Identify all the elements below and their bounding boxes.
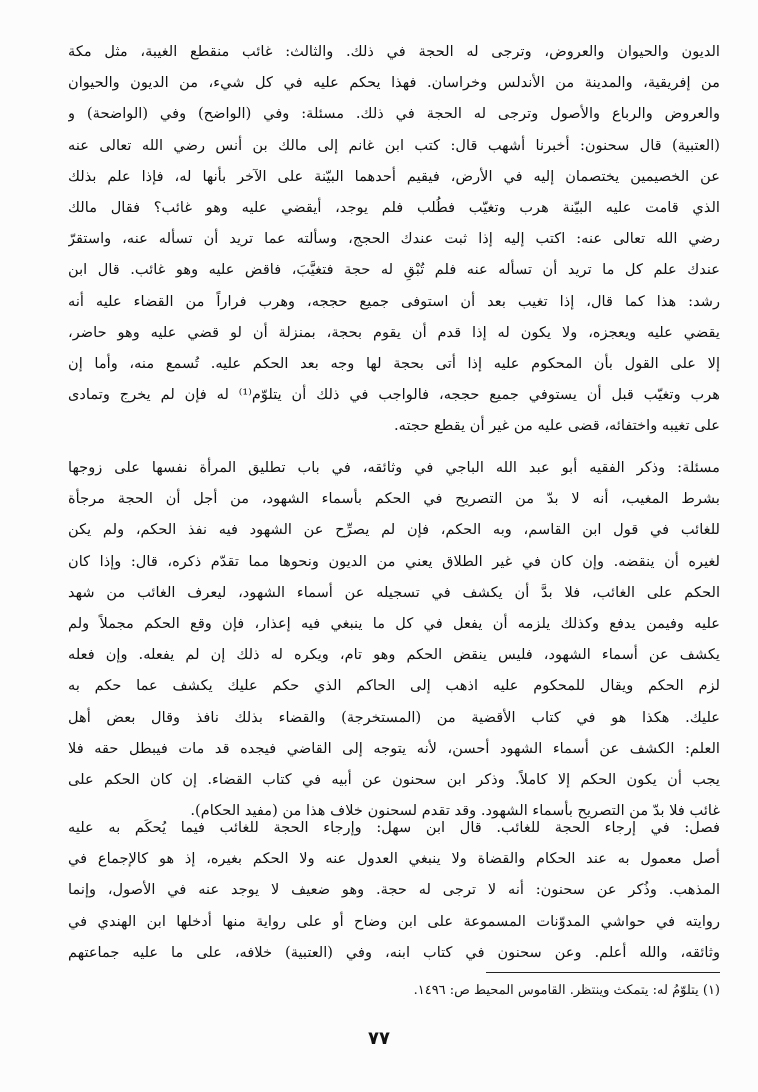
text-line: روايته في حواشي المدوّنات المسموعة على ابن وضاح أو على رواية منها أدخلها ابن الهندي في xyxy=(68,912,720,930)
text-line: وثائقه، والله أعلم. وعن سحنون في كتاب ابنه، وفي (العتبية) خلافه، على ما عليه جماعتهم xyxy=(68,943,720,961)
text-line: رشد: هذا كما قال، إذا تغيب بعد أن استوفى جميع حججه، وهرب فراراً من القضاء عليه أنه xyxy=(68,292,720,310)
text-line: يكشف عن أسماء الشهود، فليس ينقض الحكم وهو تام، ويكره له ذلك إن لم يفعله. وإن فعله xyxy=(68,646,720,664)
text-line: على تغيبه واختفائه، قضى عليه من غير أن يقطع حجته. xyxy=(394,417,720,435)
text-line: عندك علم كل ما تريد أن تسأله عنه فلم تُبْقِ له حجة فتغيَّبَ، فاقض عليه وهو غائب. قال ابن xyxy=(68,261,720,279)
text-line: غائب فلا بدّ من التصريح بأسماء الشهود. وقد تقدم لسحنون خلاف هذا من (مفيد الحكام). xyxy=(190,802,720,820)
paragraph-1 xyxy=(68,36,720,441)
paragraph-3 xyxy=(68,812,720,968)
footnote-divider xyxy=(486,972,720,973)
text-line: فصل: في إرجاء الحجة للغائب. قال ابن سهل: وإرجاء الحجة للغائب فيما يُحكَم به عليه xyxy=(68,819,720,836)
text-line: الذي قامت عليه البيّنة هرب وتغيّب فطُلب فلم يوجد، أيقضي عليه وهو غائب؟ فقال مالك xyxy=(68,198,720,216)
text-line: الديون والحيوان والعروض، وترجى له الحجة في ذلك. والثالث: غائب منقطع الغيبة، مثل مكة xyxy=(68,43,720,60)
text-line: رضي الله تعالى عنه: اكتب إليه إذا ثبت عندك الحجج، وسألته عما تريد أن تسأله عنه، واستقرّ xyxy=(68,230,720,248)
text-line: الحكم على الغائب، فلا بدَّ أن يكشف في تسجيله عن أسماء الشهود، ليعرف الغائب من شهد xyxy=(68,583,720,601)
text-line: عليه وفيمن يدفع وكذلك يلزمه أن يفعل في كل ما ينبغي فيه إعذار، فإن وقع الحكم مجملاً ولم xyxy=(68,614,720,632)
text-line: لغيره أن ينقضه. وإن كان في غير الطلاق يعني من الديون ونحوها مما تقدّم ذكره، قال: وإذا كان xyxy=(68,552,720,570)
text-line: عن الخصيمين يختصمان إليه في الأرض، فيقيم أحدهما البيّنة على الآخر بأنها له، فإذا علم بذلك xyxy=(68,167,720,185)
text-line: يقضي عليه ويعجزه، ولا يكون له إذا قدم أن يقوم بحجة، بمنزلة أن لو قضي عليه وهو حاضر، xyxy=(68,323,720,341)
text-line: يجب أن يكون الحكم إلا كاملاً. وذكر ابن سحنون عن أبيه في كتاب القضاء. إن كان الحكم على xyxy=(68,770,720,788)
footnote: (١) يتلوّمُ له: يتمكث وينتظر. القاموس المحيط ص: ١٤٩٦. xyxy=(413,983,720,998)
paragraph-2 xyxy=(68,452,720,826)
page-number: ٧٧ xyxy=(368,1028,390,1049)
text-line: المذهب. وذُكر عن سحنون: أنه لا ترجى له حجة. وهو ضعيف لا يوجد عنه في الأصول، وإنما xyxy=(68,881,720,899)
text-line: (العتبية) قال سحنون: أخبرنا أشهب قال: كتب ابن غانم إلى مالك بن أنس رضي الله تعالى عنه xyxy=(68,136,720,154)
text-line: بشرط المغيب، أنه لا بدّ من التصريح في الحكم بأسماء الشهود، من أجل أن الحجة مرجأة xyxy=(68,490,720,508)
text-line: عليك. هكذا هو في كتاب الأقضية من (المستخرجة) والقضاء بذلك نافذ وقال بعض أهل xyxy=(68,708,720,726)
text-line: أصل معمول به عند الحكام والقضاة ولا ينبغي العدول عنه ولا الحكم بغيره، إذ هو كالإجماع في xyxy=(68,850,720,868)
text-line: العلم: الكشف عن أسماء الشهود أحسن، لأنه يتوجه إلى القاضي فيجده قد مات فيبطل حقه فلا xyxy=(68,739,720,757)
text-line: والعروض والرباع والأصول وترجى له الحجة في ذلك. مسئلة: وفي (الواضح) وفي (الواضحة) و xyxy=(68,105,720,123)
text-line: إلا على القول بأن المحكوم عليه إذا أتى بحجة لها وجه بعد الحكم عليه. تُسمع منه، وأما إن xyxy=(68,354,720,372)
text-line: هرب وتغيّب قبل أن يستوفي جميع حججه، فالواجب في ذلك أن يتلوّم⁽¹⁾ له فإن لم يخرج وتمادى xyxy=(68,386,720,404)
text-line: من إفريقية، والمدينة من الأندلس وخراسان. فهذا يحكم عليه في كل شيء، من الديون والحيوان xyxy=(68,74,720,92)
text-line: مسئلة: وذكر الفقيه أبو عبد الله الباجي في وثائقه، في باب تطليق المرأة نفسها على زوجها xyxy=(68,459,720,476)
text-line: لزم الحكم ويقال للمحكوم عليه اذهب إلى الحاكم الذي حكم عليك يكشف عما حكم به xyxy=(68,677,720,695)
text-line: للغائب في قول ابن القاسم، وبه الحكم، فإن لم يصرِّح عن الشهود فيه نفذ الحكم، ولم يكن xyxy=(68,521,720,539)
